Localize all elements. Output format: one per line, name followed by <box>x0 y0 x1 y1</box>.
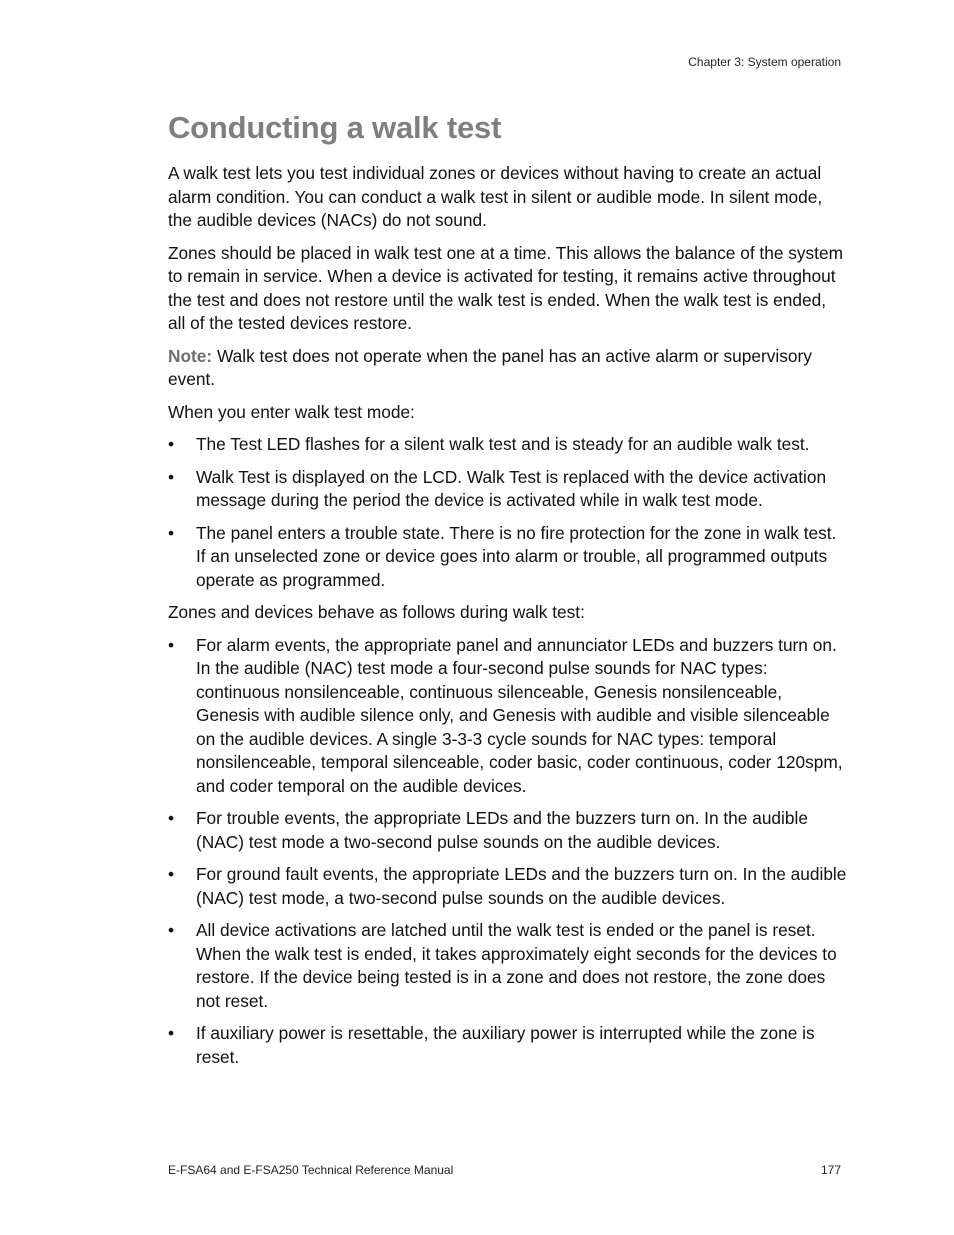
bullet-glyph: • <box>168 1023 175 1043</box>
note-label: Note: <box>168 345 213 366</box>
behavior-intro: Zones and devices behave as follows during walk test: <box>168 602 585 622</box>
bullet-glyph: • <box>168 434 175 454</box>
bullet-glyph: • <box>168 864 175 884</box>
list-item <box>168 634 848 799</box>
list-item-text: The Test LED flashes for a silent walk test and is steady for an audible walk test. <box>196 434 810 454</box>
list-item-text: Walk Test is displayed on the LCD. Walk Test is replaced with the device activation message during the period the device is activated while in walk test mode. <box>196 466 827 510</box>
list-item <box>168 863 848 910</box>
footer-manual-title: E-FSA64 and E-FSA250 Technical Reference Manual <box>168 1163 454 1177</box>
intro-paragraph-1: A walk test lets you test individual zones or devices without having to create an actual alarm condition. You can conduct a walk test in silent or audible mode. In silent mode, the audible devices (NACs) do not sound. <box>168 163 823 230</box>
bullet-glyph: • <box>168 920 175 940</box>
list-item <box>168 1022 848 1069</box>
note-paragraph <box>168 345 848 392</box>
list-item-text: For ground fault events, the appropriate LEDs and the buzzers turn on. In the audible (NAC) test mode, a two-second pulse sounds on the audible devices. <box>196 864 847 908</box>
list-item-text: All device activations are latched until the walk test is ended or the panel is reset. When the walk test is ended, it takes approximately eight seconds for the devices to restore. If the device being tested is in a zone and does not restore, the zone does not reset. <box>196 920 837 1011</box>
intro-paragraph-2: Zones should be placed in walk test one at a time. This allows the balance of the system to remain in service. When a device is activated for testing, it remains active throughout the test and does not restore until the walk test is ended. When the walk test is ended, all of the tested devices restore. <box>168 242 843 333</box>
bullet-glyph: • <box>168 634 175 655</box>
list-item <box>168 807 848 854</box>
list-item-text: For trouble events, the appropriate LEDs and the buzzers turn on. In the audible (NAC) test mode a two-second pulse sounds on the audible devices. <box>196 808 808 852</box>
list-item <box>168 466 848 513</box>
behavior-list <box>168 634 848 1070</box>
list-item <box>168 522 848 593</box>
bullet-glyph: • <box>168 522 175 543</box>
footer-page-number: 177 <box>820 1163 841 1177</box>
running-header: Chapter 3: System operation <box>688 55 841 69</box>
page-title: Conducting a walk test <box>168 110 502 145</box>
list-item-text: For alarm events, the appropriate panel and annunciator LEDs and buzzers turn on. In the audible (NAC) test mode a four-second pulse sounds for NAC types: continuous nonsilenceable, continuous silenceable, Genesis nonsilenceable, Genesis with audible silence only, and Genesis with audible and visible silenceable on the audible devices. A single 3-3-3 cycle sounds for NAC types: temporal nonsilenceable, temporal silenceable, coder basic, coder continuous, coder 120spm, and coder temporal on the audible devices. <box>196 634 843 796</box>
list-item <box>168 433 848 457</box>
bullet-glyph: • <box>168 466 175 487</box>
enter-mode-list <box>168 433 848 592</box>
list-item-text: If auxiliary power is resettable, the auxiliary power is interrupted while the zone is reset. <box>196 1023 815 1067</box>
bullet-glyph: • <box>168 808 175 828</box>
enter-mode-intro: When you enter walk test mode: <box>168 401 415 422</box>
page-content <box>168 108 848 1078</box>
list-item-text: The panel enters a trouble state. There is no fire protection for the zone in walk test. If an unselected zone or device goes into alarm or trouble, all programmed outputs operate as programmed. <box>196 522 837 590</box>
list-item <box>168 919 848 1013</box>
note-text: Walk test does not operate when the panel has an active alarm or supervisory event. <box>168 345 812 389</box>
